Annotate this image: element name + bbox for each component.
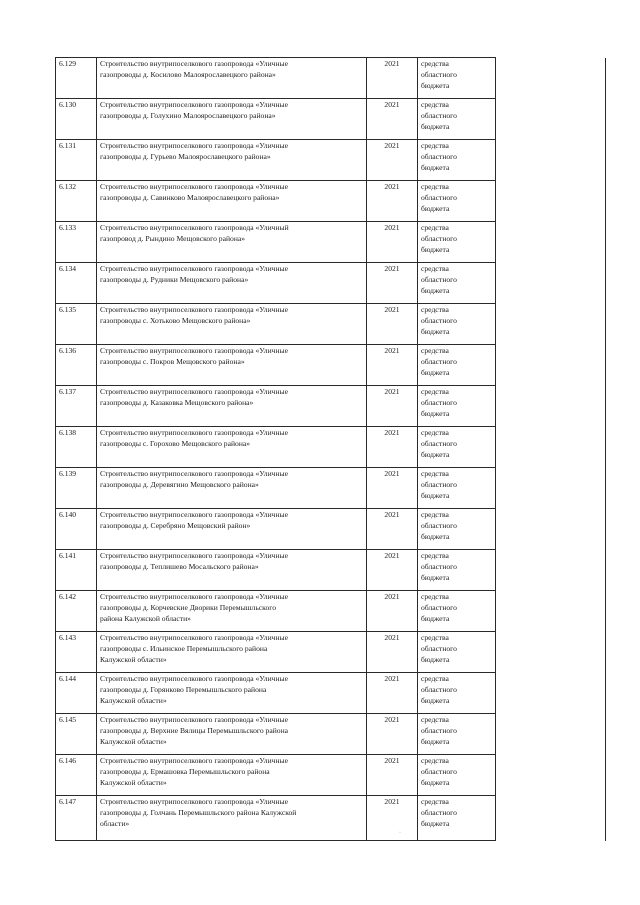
funding-line: средства — [421, 141, 449, 150]
description-line: газопроводы с. Хотьково Мещовского района» — [100, 315, 251, 325]
funding-line: областного — [421, 561, 457, 571]
row-description — [97, 386, 367, 427]
row-number: 6.131 — [56, 140, 97, 181]
row-funding-source — [418, 386, 496, 427]
row-notes-empty — [496, 796, 606, 841]
table-row — [56, 509, 606, 550]
row-description — [97, 509, 367, 550]
row-year: 2021 — [367, 58, 418, 99]
description-line: газопроводы д. Ермашовка Перемышльского района — [100, 766, 270, 776]
row-year: 2021 — [367, 673, 418, 714]
row-year: 2021 — [367, 386, 418, 427]
funding-line: бюджета — [421, 490, 450, 500]
row-funding-source — [418, 509, 496, 550]
row-year: 2021 — [367, 468, 418, 509]
table-row — [56, 591, 606, 632]
row-description — [97, 181, 367, 222]
description-line: Строительство внутрипоселкового газопровода «Уличные — [100, 756, 288, 765]
row-funding-source — [418, 263, 496, 304]
description-line: газопроводы д. Косилово Малоярославецкого района» — [100, 69, 276, 79]
table-row — [56, 181, 606, 222]
description-line: газопроводы д. Савинково Малоярославецкого района» — [100, 192, 280, 202]
row-description — [97, 345, 367, 386]
table-row — [56, 263, 606, 304]
funding-line: средства — [421, 428, 449, 437]
row-funding-source — [418, 140, 496, 181]
row-year: 2021 — [367, 345, 418, 386]
description-line: Строительство внутрипоселкового газопровода «Уличные — [100, 346, 288, 355]
funding-line: областного — [421, 233, 457, 243]
funding-line: средства — [421, 797, 449, 806]
description-line: Строительство внутрипоселкового газопровода «Уличные — [100, 510, 288, 519]
description-line: Строительство внутрипоселкового газопровода «Уличные — [100, 674, 288, 683]
description-line: Строительство внутрипоселкового газопровода «Уличные — [100, 797, 288, 806]
funding-line: областного — [421, 643, 457, 653]
funding-line: областного — [421, 315, 457, 325]
row-notes-empty — [496, 99, 606, 140]
row-number: 6.140 — [56, 509, 97, 550]
funding-line: средства — [421, 469, 449, 478]
funding-line: средства — [421, 182, 449, 191]
row-number: 6.130 — [56, 99, 97, 140]
funding-line: бюджета — [421, 408, 450, 418]
row-funding-source — [418, 591, 496, 632]
row-number: 6.143 — [56, 632, 97, 673]
row-year: 2021 — [367, 181, 418, 222]
description-line: газопроводы д. Горянково Перемышльского района — [100, 684, 267, 694]
row-year: 2021 — [367, 99, 418, 140]
funding-line: областного — [421, 274, 457, 284]
table-row — [56, 550, 606, 591]
row-number: 6.138 — [56, 427, 97, 468]
row-notes-empty — [496, 468, 606, 509]
description-line: Калужской области» — [100, 736, 167, 746]
row-notes-empty — [496, 140, 606, 181]
funding-line: средства — [421, 756, 449, 765]
row-year: 2021 — [367, 427, 418, 468]
row-year: 2021 — [367, 509, 418, 550]
funding-line: областного — [421, 69, 457, 79]
row-number: 6.133 — [56, 222, 97, 263]
description-line: газопроводы д. Гурьево Малоярославецкого района» — [100, 151, 271, 161]
table-row — [56, 468, 606, 509]
row-notes-empty — [496, 673, 606, 714]
funding-line: областного — [421, 397, 457, 407]
row-year: 2021 — [367, 222, 418, 263]
funding-line: средства — [421, 305, 449, 314]
row-description — [97, 591, 367, 632]
funding-line: областного — [421, 684, 457, 694]
funding-line: средства — [421, 592, 449, 601]
table-row — [56, 796, 606, 841]
funding-line: бюджета — [421, 736, 450, 746]
funding-line: средства — [421, 264, 449, 273]
row-year: 2021 — [367, 632, 418, 673]
row-notes-empty — [496, 222, 606, 263]
description-line: Строительство внутрипоселкового газопровода «Уличные — [100, 387, 288, 396]
funding-line: бюджета — [421, 572, 450, 582]
funding-line: бюджета — [421, 80, 450, 90]
row-funding-source — [418, 755, 496, 796]
table-body — [56, 58, 606, 841]
table-row — [56, 714, 606, 755]
description-line: района Калужской области» — [100, 613, 191, 623]
funding-line: областного — [421, 356, 457, 366]
row-notes-empty — [496, 550, 606, 591]
row-description — [97, 304, 367, 345]
row-notes-empty — [496, 591, 606, 632]
row-year: 2021 — [367, 304, 418, 345]
row-notes-empty — [496, 427, 606, 468]
row-number: 6.144 — [56, 673, 97, 714]
description-line: области» — [100, 818, 130, 828]
scan-dot: · — [399, 830, 401, 836]
funding-line: средства — [421, 387, 449, 396]
funding-line: областного — [421, 725, 457, 735]
row-year: 2021 — [367, 140, 418, 181]
row-funding-source — [418, 345, 496, 386]
funding-line: областного — [421, 479, 457, 489]
description-line: Строительство внутрипоселкового газопровода «Уличные — [100, 305, 288, 314]
row-notes-empty — [496, 181, 606, 222]
row-year: 2021 — [367, 591, 418, 632]
description-line: газопроводы д. Корчевские Дворики Перемышльского — [100, 602, 276, 612]
description-line: Строительство внутрипоселкового газопровода «Уличные — [100, 715, 288, 724]
table-row — [56, 427, 606, 468]
row-funding-source — [418, 304, 496, 345]
funding-line: средства — [421, 674, 449, 683]
funding-line: бюджета — [421, 367, 450, 377]
row-funding-source — [418, 714, 496, 755]
funding-line: областного — [421, 151, 457, 161]
description-line: Строительство внутрипоселкового газопровода «Уличные — [100, 469, 288, 478]
row-number: 6.145 — [56, 714, 97, 755]
row-number: 6.135 — [56, 304, 97, 345]
description-line: газопроводы д. Верхние Вялицы Перемышльского района — [100, 725, 289, 735]
description-line: Строительство внутрипоселкового газопровода «Уличный — [100, 223, 289, 232]
row-notes-empty — [496, 263, 606, 304]
row-funding-source — [418, 796, 496, 841]
description-line: газопроводы д. Деревягино Мещовского района» — [100, 479, 259, 489]
row-description — [97, 263, 367, 304]
description-line: газопроводы д. Рудники Мещовского района» — [100, 274, 249, 284]
table-row — [56, 632, 606, 673]
funding-line: бюджета — [421, 203, 450, 213]
funding-line: областного — [421, 766, 457, 776]
description-line: Строительство внутрипоселкового газопровода «Уличные — [100, 100, 288, 109]
row-year: 2021 — [367, 263, 418, 304]
description-line: Строительство внутрипоселкового газопровода «Уличные — [100, 182, 288, 191]
funding-line: бюджета — [421, 531, 450, 541]
table-row — [56, 345, 606, 386]
row-notes-empty — [496, 345, 606, 386]
funding-line: бюджета — [421, 121, 450, 131]
description-line: газопроводы с. Горохово Мещовского района» — [100, 438, 251, 448]
description-line: газопровод д. Рындино Мещовского района» — [100, 233, 246, 243]
row-funding-source — [418, 99, 496, 140]
row-funding-source — [418, 58, 496, 99]
row-number: 6.137 — [56, 386, 97, 427]
funding-line: бюджета — [421, 285, 450, 295]
funding-line: областного — [421, 520, 457, 530]
funding-line: областного — [421, 438, 457, 448]
funding-line: средства — [421, 633, 449, 642]
description-line: Калужской области» — [100, 654, 167, 664]
row-description — [97, 714, 367, 755]
table-row — [56, 58, 606, 99]
description-line: Строительство внутрипоселкового газопровода «Уличные — [100, 633, 288, 642]
funding-line: бюджета — [421, 244, 450, 254]
document-table — [55, 57, 606, 841]
description-line: газопроводы д. Голчань Перемышльского района Калужской — [100, 807, 297, 817]
row-number: 6.139 — [56, 468, 97, 509]
funding-line: средства — [421, 715, 449, 724]
row-description — [97, 427, 367, 468]
funding-line: бюджета — [421, 449, 450, 459]
row-description — [97, 632, 367, 673]
description-line: газопроводы с. Покров Мещовского района» — [100, 356, 245, 366]
funding-line: областного — [421, 807, 457, 817]
row-number: 6.147 — [56, 796, 97, 841]
table-row — [56, 140, 606, 181]
row-funding-source — [418, 427, 496, 468]
row-description — [97, 468, 367, 509]
funding-line: средства — [421, 510, 449, 519]
funding-line: бюджета — [421, 818, 450, 828]
funding-line: бюджета — [421, 326, 450, 336]
funding-line: средства — [421, 59, 449, 68]
row-funding-source — [418, 550, 496, 591]
funding-line: областного — [421, 192, 457, 202]
description-line: Строительство внутрипоселкового газопровода «Уличные — [100, 264, 288, 273]
table-row — [56, 755, 606, 796]
row-notes-empty — [496, 714, 606, 755]
description-line: Калужской области» — [100, 695, 167, 705]
row-number: 6.146 — [56, 755, 97, 796]
row-funding-source — [418, 468, 496, 509]
description-line: газопроводы д. Голухино Малоярославецкого района» — [100, 110, 276, 120]
table-row — [56, 304, 606, 345]
row-description — [97, 673, 367, 714]
row-notes-empty — [496, 58, 606, 99]
row-description — [97, 99, 367, 140]
table-row — [56, 386, 606, 427]
funding-line: областного — [421, 602, 457, 612]
row-year: 2021 — [367, 714, 418, 755]
row-description — [97, 796, 367, 841]
row-funding-source — [418, 673, 496, 714]
row-description — [97, 755, 367, 796]
funding-line: средства — [421, 223, 449, 232]
funding-line: бюджета — [421, 777, 450, 787]
row-description — [97, 550, 367, 591]
row-funding-source — [418, 222, 496, 263]
row-number: 6.129 — [56, 58, 97, 99]
funding-line: средства — [421, 100, 449, 109]
funding-line: бюджета — [421, 695, 450, 705]
row-year: 2021 — [367, 550, 418, 591]
row-funding-source — [418, 181, 496, 222]
row-number: 6.136 — [56, 345, 97, 386]
row-notes-empty — [496, 509, 606, 550]
row-number: 6.142 — [56, 591, 97, 632]
description-line: газопроводы д. Теплишево Мосальского района» — [100, 561, 259, 571]
description-line: Калужской области» — [100, 777, 167, 787]
row-year: 2021 — [367, 796, 418, 841]
description-line: Строительство внутрипоселкового газопровода «Уличные — [100, 59, 288, 68]
description-line: Строительство внутрипоселкового газопровода «Уличные — [100, 141, 288, 150]
description-line: газопроводы с. Ильинское Перемышльского района — [100, 643, 268, 653]
row-number: 6.134 — [56, 263, 97, 304]
row-notes-empty — [496, 755, 606, 796]
row-number: 6.132 — [56, 181, 97, 222]
funding-line: бюджета — [421, 162, 450, 172]
funding-line: бюджета — [421, 613, 450, 623]
description-line: газопроводы д. Казаковка Мещовского района» — [100, 397, 254, 407]
table-row — [56, 222, 606, 263]
description-line: Строительство внутрипоселкового газопровода «Уличные — [100, 428, 288, 437]
funding-line: средства — [421, 346, 449, 355]
row-description — [97, 58, 367, 99]
table-row — [56, 99, 606, 140]
row-number: 6.141 — [56, 550, 97, 591]
row-description — [97, 140, 367, 181]
row-funding-source — [418, 632, 496, 673]
description-line: Строительство внутрипоселкового газопровода «Уличные — [100, 592, 288, 601]
funding-line: областного — [421, 110, 457, 120]
row-notes-empty — [496, 386, 606, 427]
row-notes-empty — [496, 632, 606, 673]
funding-line: средства — [421, 551, 449, 560]
description-line: газопроводы д. Серебряно Мещовский район» — [100, 520, 251, 530]
row-description — [97, 222, 367, 263]
funding-line: бюджета — [421, 654, 450, 664]
table-row — [56, 673, 606, 714]
row-notes-empty — [496, 304, 606, 345]
description-line: Строительство внутрипоселкового газопровода «Уличные — [100, 551, 288, 560]
row-year: 2021 — [367, 755, 418, 796]
